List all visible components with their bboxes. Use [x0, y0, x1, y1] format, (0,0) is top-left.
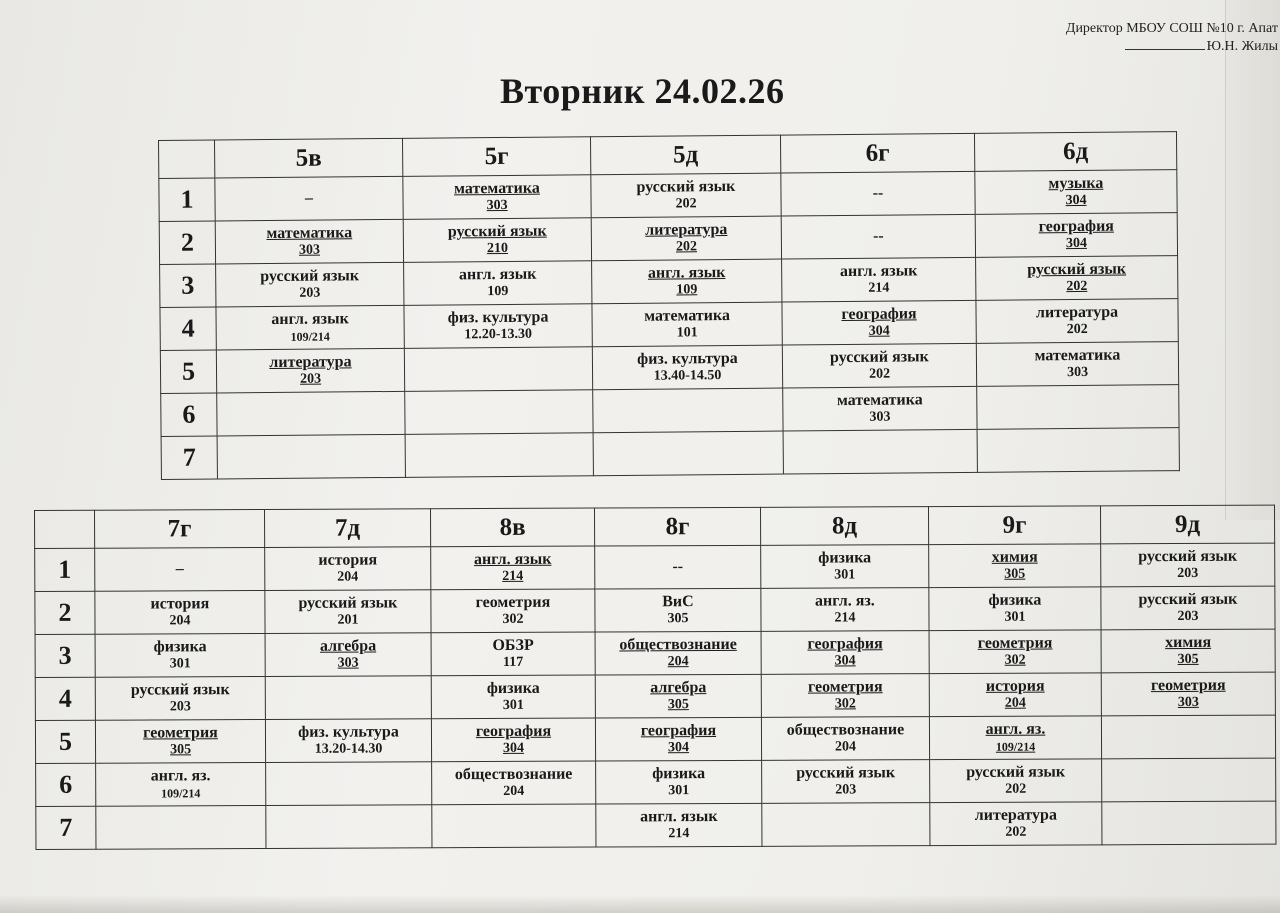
room-number: 109 — [676, 282, 698, 298]
lesson-cell — [95, 547, 265, 591]
table-row — [35, 715, 1275, 763]
room-number: 202 — [675, 196, 697, 212]
room-number: 304 — [1065, 192, 1087, 209]
room-number: 305 — [1004, 566, 1026, 582]
subject-name: русский язык — [1027, 260, 1127, 279]
lesson-cell — [592, 302, 782, 347]
class-header: 9д — [1100, 505, 1274, 544]
lesson-cell — [96, 805, 266, 849]
room-number: 202 — [675, 239, 698, 255]
room-number: 109/214 — [161, 786, 201, 801]
class-header: 9г — [928, 506, 1100, 545]
class-header: 5д — [590, 135, 780, 175]
subject-name: физика — [153, 638, 207, 656]
subject-name: химия — [991, 548, 1038, 566]
lesson-cell — [432, 804, 596, 848]
subject-name: геометрия — [475, 593, 551, 612]
lesson-cell — [783, 429, 977, 474]
lesson-cell — [265, 676, 431, 720]
subject-name: математика — [1034, 346, 1121, 365]
subject-name: обществознание — [786, 721, 905, 739]
room-number: 204 — [835, 739, 857, 755]
schedule-table-grades-7-9 — [34, 505, 1276, 850]
lesson-number: 3 — [35, 634, 95, 677]
lesson-cell — [595, 588, 761, 632]
room-number: 214 — [668, 826, 690, 842]
lesson-cell — [761, 545, 929, 589]
subject-name: физ. культура — [447, 308, 549, 327]
room-number: 13.20-14.30 — [314, 741, 383, 757]
subject-name: математика — [266, 224, 353, 243]
class-header: 8в — [430, 508, 594, 547]
lesson-cell — [431, 675, 595, 719]
lesson-cell — [929, 716, 1101, 760]
subject-name: русский язык — [796, 764, 896, 782]
lesson-cell — [403, 218, 591, 263]
room-number: 202 — [1005, 824, 1027, 840]
lesson-cell — [977, 385, 1179, 430]
lesson-cell — [403, 175, 591, 220]
subject-name: география — [475, 722, 552, 741]
lesson-cell — [405, 433, 593, 478]
subject-name: химия — [1165, 633, 1212, 652]
lesson-cell — [265, 547, 431, 591]
lesson-cell — [762, 760, 930, 804]
lesson-cell — [595, 717, 761, 761]
subject-name: русский язык — [298, 594, 398, 612]
class-header: 7г — [95, 509, 265, 548]
lesson-number: 5 — [160, 350, 216, 393]
room-number: 204 — [503, 783, 525, 799]
signature-blank — [1125, 39, 1205, 50]
subject-name: -- — [872, 227, 884, 245]
lesson-number: 2 — [159, 221, 215, 264]
lesson-cell — [95, 590, 265, 634]
room-number: 13.40-14.50 — [653, 368, 722, 384]
lesson-cell — [404, 304, 592, 349]
lesson-number: 1 — [35, 548, 95, 591]
lesson-cell — [782, 300, 976, 345]
lesson-cell — [95, 633, 265, 677]
lesson-cell — [595, 631, 761, 675]
lesson-cell — [266, 805, 432, 849]
subject-name: англ. язык — [640, 808, 718, 826]
lesson-cell — [215, 176, 403, 221]
room-number: 303 — [869, 409, 891, 425]
table-row — [36, 758, 1276, 806]
page-shadow — [0, 895, 1280, 913]
subject-name: обществознание — [454, 765, 573, 784]
lesson-cell — [761, 717, 929, 761]
subject-name: ВиС — [662, 593, 694, 611]
class-header: 5г — [402, 137, 590, 177]
lesson-number: 5 — [35, 720, 95, 763]
table-row — [35, 586, 1275, 634]
lesson-cell — [1101, 629, 1275, 673]
lesson-cell — [976, 256, 1178, 301]
approval-director-line: Директор МБОУ СОШ №10 г. Апат — [1065, 21, 1278, 36]
lesson-cell — [929, 587, 1101, 631]
subject-name: -- — [672, 558, 684, 576]
room-number: 303 — [298, 242, 321, 258]
room-number: 210 — [486, 240, 509, 257]
room-number: 204 — [1004, 695, 1026, 711]
subject-name: геометрия — [143, 724, 218, 742]
subject-name: обществознание — [619, 635, 737, 654]
subject-name: история — [985, 677, 1045, 695]
room-number: 304 — [868, 323, 890, 339]
room-number: 305 — [667, 611, 689, 627]
lesson-cell — [930, 802, 1102, 846]
table-body — [35, 543, 1276, 849]
subject-name: математика — [836, 391, 923, 410]
subject-name: география — [807, 635, 883, 653]
lesson-cell — [431, 718, 595, 762]
subject-name: физ. культура — [298, 723, 399, 741]
subject-name: математика — [644, 307, 731, 325]
lesson-cell — [216, 262, 404, 307]
subject-name: -- — [872, 184, 884, 202]
room-number: 204 — [337, 569, 359, 585]
room-number: 202 — [1066, 278, 1088, 295]
lesson-cell — [783, 386, 977, 431]
lesson-number: 2 — [35, 591, 95, 634]
table-header-row — [35, 505, 1275, 548]
lesson-cell — [975, 213, 1177, 258]
subject-name: литература — [645, 221, 728, 239]
paper-underlay-edge — [1225, 0, 1280, 520]
class-header: 6г — [780, 133, 974, 173]
subject-name: русский язык — [1138, 547, 1238, 566]
room-number: 303 — [486, 197, 508, 214]
lesson-number: 3 — [160, 264, 216, 307]
table-row — [35, 543, 1275, 591]
room-number: 202 — [869, 366, 891, 382]
subject-name: физика — [988, 591, 1042, 609]
lesson-cell — [95, 719, 265, 763]
lesson-cell — [593, 431, 783, 476]
lesson-cell — [216, 348, 404, 393]
lesson-cell — [1102, 801, 1276, 845]
room-number: 203 — [299, 285, 321, 301]
class-header: 8д — [760, 507, 928, 546]
lesson-cell — [1101, 672, 1275, 716]
subject-name: геометрия — [1150, 676, 1226, 695]
subject-name: геометрия — [977, 634, 1053, 652]
table-row — [36, 801, 1276, 849]
subject-name: англ. язык — [839, 262, 918, 281]
subject-name: англ. яз. — [985, 720, 1046, 738]
page-title: Вторник 24.02.26 — [500, 71, 785, 111]
lesson-cell — [596, 803, 762, 847]
room-number: 304 — [503, 740, 525, 756]
room-number: 214 — [868, 280, 890, 296]
table-body — [159, 170, 1180, 480]
subject-name: русский язык — [966, 763, 1066, 781]
room-number: 201 — [337, 612, 359, 628]
subject-name: литература — [1035, 303, 1119, 322]
subject-name: математика — [453, 179, 540, 198]
lesson-cell — [95, 676, 265, 720]
lesson-cell — [592, 259, 782, 304]
room-number: 202 — [1066, 321, 1088, 338]
room-number: 303 — [1066, 364, 1089, 381]
room-number: 203 — [300, 371, 322, 387]
class-header: 8г — [594, 507, 760, 546]
room-number: 303 — [1177, 694, 1199, 711]
subject-name: физ. культура — [637, 349, 738, 368]
room-number: 204 — [169, 613, 191, 629]
lesson-cell — [217, 391, 405, 436]
lesson-cell — [405, 390, 593, 435]
subject-name: география — [1038, 217, 1114, 236]
room-number: 214 — [502, 568, 524, 584]
schedule-table-grades-5-6 — [158, 131, 1180, 480]
subject-name: ОБЗР — [492, 636, 534, 655]
room-number: 301 — [169, 656, 191, 672]
room-number: 301 — [834, 567, 856, 583]
lesson-cell — [265, 633, 431, 677]
subject-name: англ. язык — [647, 264, 726, 282]
room-number: 109 — [487, 283, 509, 300]
subject-name: литература — [974, 806, 1057, 824]
lesson-cell — [265, 719, 431, 763]
lesson-cell — [404, 261, 592, 306]
lesson-number: 1 — [159, 178, 215, 221]
room-number: 203 — [169, 699, 191, 715]
lesson-cell — [782, 257, 976, 302]
lesson-cell — [761, 631, 929, 675]
table-row — [35, 672, 1275, 720]
subject-name: география — [640, 722, 717, 740]
lesson-cell — [781, 214, 975, 259]
lesson-cell — [782, 343, 976, 388]
lesson-cell — [595, 674, 761, 718]
subject-name: физика — [486, 679, 540, 698]
room-number: 203 — [1177, 608, 1199, 625]
room-number: 305 — [1177, 651, 1199, 668]
room-number: 301 — [1004, 609, 1026, 625]
lesson-cell — [266, 762, 432, 806]
room-number: 202 — [1005, 781, 1027, 797]
subject-name: – — [175, 560, 184, 578]
lesson-cell — [762, 803, 930, 847]
room-number: 305 — [667, 697, 689, 713]
lesson-cell — [1101, 715, 1275, 759]
room-number: 12.20-13.30 — [464, 326, 533, 343]
lesson-cell — [1102, 758, 1276, 802]
subject-name: русский язык — [829, 348, 929, 367]
subject-name: география — [841, 305, 917, 324]
lesson-cell — [929, 544, 1101, 588]
lesson-cell — [929, 630, 1101, 674]
subject-name: русский язык — [260, 267, 360, 286]
lesson-cell — [432, 761, 596, 805]
room-number: 109/214 — [995, 739, 1036, 754]
lesson-cell — [1101, 586, 1275, 630]
room-number: 302 — [502, 611, 524, 627]
subject-name: история — [150, 595, 210, 613]
lesson-cell — [761, 674, 929, 718]
lesson-cell — [431, 632, 595, 676]
subject-name: алгебра — [319, 637, 377, 655]
lesson-cell — [976, 342, 1178, 387]
lesson-cell — [977, 428, 1179, 473]
table-row — [35, 629, 1275, 677]
lesson-number: 4 — [35, 677, 95, 720]
approval-signature-line — [1066, 38, 1278, 56]
room-number: 302 — [834, 696, 856, 712]
lesson-cell — [591, 173, 781, 218]
subject-name: англ. яз. — [150, 767, 211, 785]
lesson-cell — [216, 305, 404, 350]
class-header: 5в — [215, 138, 403, 178]
lesson-cell — [217, 434, 405, 479]
lesson-cell — [215, 219, 403, 264]
lesson-number: 6 — [161, 393, 217, 436]
table-row — [161, 428, 1179, 480]
subject-name: физика — [818, 549, 872, 567]
subject-name: англ. яз. — [814, 592, 875, 610]
room-number: 301 — [502, 697, 524, 713]
room-number: 304 — [668, 740, 690, 756]
lesson-cell — [930, 759, 1102, 803]
class-header: 7д — [265, 509, 431, 548]
room-number: 203 — [835, 782, 857, 798]
lesson-cell — [761, 588, 929, 632]
subject-name: физика — [652, 765, 706, 783]
approval-name: Ю.Н. Жилы — [1206, 39, 1278, 54]
room-number: 117 — [503, 654, 524, 670]
subject-name: алгебра — [650, 679, 707, 697]
subject-name: музыка — [1048, 174, 1104, 193]
subject-name: – — [304, 189, 314, 207]
subject-name: геометрия — [807, 678, 883, 696]
lesson-cell — [265, 590, 431, 634]
room-number: 101 — [676, 325, 698, 341]
lesson-cell — [404, 347, 592, 392]
lesson-cell — [781, 171, 975, 216]
subject-name: англ. язык — [271, 310, 349, 329]
room-number: 304 — [1065, 235, 1088, 252]
subject-name: литература — [269, 353, 352, 372]
room-number: 204 — [667, 654, 689, 670]
subject-name: англ. язык — [458, 265, 537, 284]
lesson-number: 7 — [36, 806, 96, 849]
class-header: 6д — [974, 132, 1176, 172]
subject-name: русский язык — [636, 177, 736, 196]
room-number: 301 — [668, 783, 690, 799]
lesson-cell — [595, 545, 761, 589]
room-number: 304 — [834, 653, 856, 669]
lesson-cell — [975, 170, 1177, 215]
subject-name: история — [318, 551, 378, 569]
lesson-cell — [929, 673, 1101, 717]
lesson-cell — [593, 388, 783, 433]
lesson-cell — [431, 546, 595, 590]
approval-block — [1066, 20, 1278, 56]
header-corner-cell — [35, 510, 95, 548]
subject-name: русский язык — [447, 222, 547, 241]
lesson-cell — [591, 216, 781, 261]
room-number: 305 — [170, 742, 192, 758]
lesson-cell — [596, 760, 762, 804]
subject-name: русский язык — [130, 681, 230, 699]
room-number: 302 — [1004, 652, 1026, 668]
subject-name: русский язык — [1138, 590, 1238, 609]
lesson-cell — [592, 345, 782, 390]
room-number: 214 — [834, 610, 856, 626]
lesson-number: 4 — [160, 307, 216, 350]
lesson-cell — [1101, 543, 1275, 587]
lesson-cell — [431, 589, 595, 633]
lesson-number: 7 — [161, 436, 217, 479]
subject-name: англ. язык — [473, 550, 552, 569]
room-number: 109/214 — [290, 329, 330, 344]
lesson-cell — [976, 299, 1178, 344]
room-number: 203 — [1177, 565, 1199, 582]
lesson-cell — [96, 762, 266, 806]
room-number: 303 — [337, 655, 359, 671]
lesson-number: 6 — [36, 763, 96, 806]
header-corner-cell — [159, 140, 215, 178]
